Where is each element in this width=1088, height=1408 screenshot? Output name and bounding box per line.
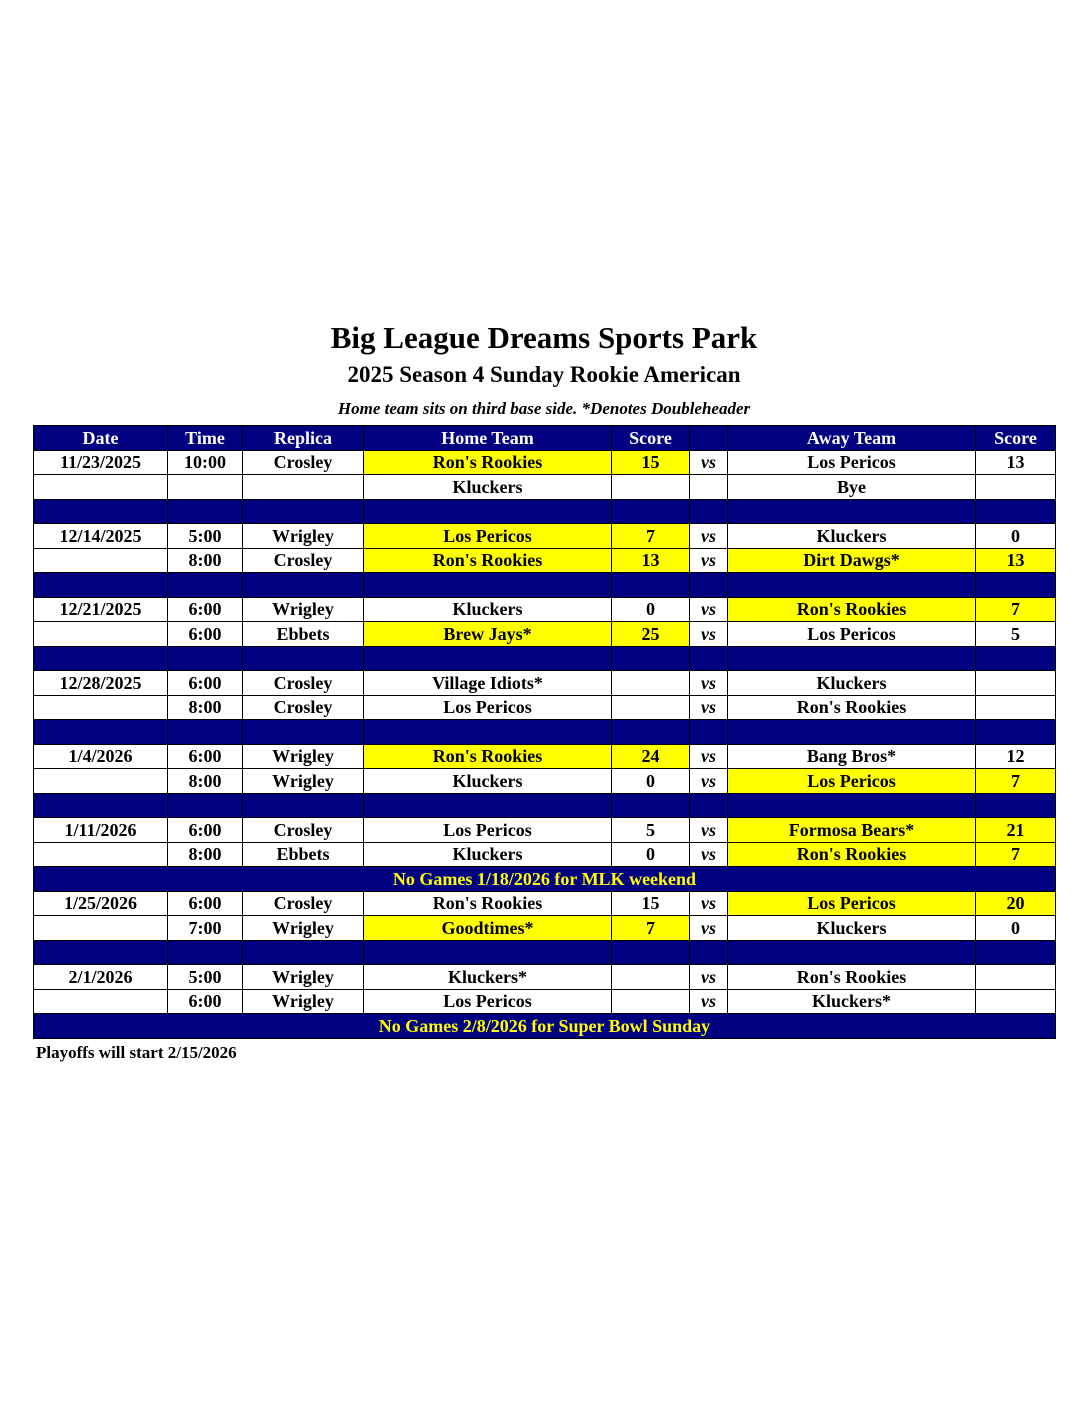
away-team-cell: Ron's Rookies: [728, 695, 976, 720]
away-team-cell: Los Pericos: [728, 891, 976, 916]
separator-cell: [690, 499, 728, 524]
away-team-cell: Ron's Rookies: [728, 597, 976, 622]
home-score-cell: [612, 671, 690, 696]
time-cell: [168, 475, 243, 500]
separator-cell: [34, 499, 168, 524]
away-team-cell: Formosa Bears*: [728, 818, 976, 843]
replica-cell: Wrigley: [243, 744, 364, 769]
away-score-cell: 0: [976, 524, 1056, 549]
header-row: [34, 426, 1056, 451]
away-score-cell: [976, 475, 1056, 500]
date-cell: [34, 842, 168, 867]
header-away-team: Away Team: [728, 426, 976, 451]
home-score-cell: 7: [612, 916, 690, 941]
game-row: [34, 524, 1056, 549]
separator-cell: [364, 499, 612, 524]
date-cell: [34, 916, 168, 941]
date-cell: [34, 622, 168, 647]
separator-cell: [243, 573, 364, 598]
page-title: Big League Dreams Sports Park: [330, 320, 758, 355]
away-score-cell: 7: [976, 597, 1056, 622]
separator-cell: [364, 940, 612, 965]
game-row: [34, 695, 1056, 720]
separator-cell: [612, 940, 690, 965]
time-cell: 6:00: [168, 989, 243, 1014]
doubleheader-note: Home team sits on third base side. *Denotes Doubleheader: [337, 399, 751, 418]
date-cell: 1/25/2026: [34, 891, 168, 916]
schedule-table: [33, 425, 1056, 1039]
replica-cell: Wrigley: [243, 524, 364, 549]
time-cell: 6:00: [168, 818, 243, 843]
vs-cell: vs: [690, 989, 728, 1014]
home-score-cell: [612, 695, 690, 720]
separator-cell: [364, 646, 612, 671]
game-row: [34, 475, 1056, 500]
date-cell: 11/23/2025: [34, 450, 168, 475]
time-cell: 6:00: [168, 891, 243, 916]
replica-cell: Crosley: [243, 671, 364, 696]
away-score-cell: 20: [976, 891, 1056, 916]
separator-cell: [976, 499, 1056, 524]
separator-cell: [690, 573, 728, 598]
separator-cell: [168, 573, 243, 598]
home-score-cell: [612, 475, 690, 500]
separator-cell: [976, 646, 1056, 671]
separator-row: [34, 720, 1056, 745]
separator-cell: [364, 793, 612, 818]
time-cell: 6:00: [168, 744, 243, 769]
separator-cell: [243, 793, 364, 818]
home-score-cell: 25: [612, 622, 690, 647]
away-team-cell: Kluckers: [728, 916, 976, 941]
away-team-cell: Bye: [728, 475, 976, 500]
away-team-cell: Kluckers: [728, 671, 976, 696]
page-subtitle: 2025 Season 4 Sunday Rookie American: [347, 362, 741, 387]
date-cell: 12/21/2025: [34, 597, 168, 622]
game-row: [34, 818, 1056, 843]
home-score-cell: 7: [612, 524, 690, 549]
away-score-cell: [976, 671, 1056, 696]
separator-cell: [728, 499, 976, 524]
replica-cell: Wrigley: [243, 965, 364, 990]
separator-cell: [612, 720, 690, 745]
time-cell: 6:00: [168, 622, 243, 647]
vs-cell: vs: [690, 524, 728, 549]
time-cell: 5:00: [168, 965, 243, 990]
separator-cell: [168, 499, 243, 524]
away-team-cell: Bang Bros*: [728, 744, 976, 769]
away-score-cell: 7: [976, 842, 1056, 867]
schedule-body: [34, 450, 1056, 1038]
separator-cell: [690, 940, 728, 965]
away-score-cell: 7: [976, 769, 1056, 794]
date-cell: 1/11/2026: [34, 818, 168, 843]
date-cell: [34, 769, 168, 794]
replica-cell: Crosley: [243, 891, 364, 916]
home-score-cell: 15: [612, 450, 690, 475]
replica-cell: Crosley: [243, 695, 364, 720]
away-score-cell: [976, 695, 1056, 720]
separator-cell: [168, 720, 243, 745]
home-team-cell: Los Pericos: [364, 989, 612, 1014]
away-score-cell: [976, 989, 1056, 1014]
separator-cell: [976, 793, 1056, 818]
header-time: Time: [168, 426, 243, 451]
home-team-cell: Los Pericos: [364, 818, 612, 843]
home-team-cell: Ron's Rookies: [364, 548, 612, 573]
home-team-cell: Kluckers: [364, 597, 612, 622]
away-score-cell: 5: [976, 622, 1056, 647]
away-score-cell: 13: [976, 450, 1056, 475]
separator-cell: [34, 646, 168, 671]
time-cell: 8:00: [168, 548, 243, 573]
replica-cell: [243, 475, 364, 500]
away-team-cell: Ron's Rookies: [728, 965, 976, 990]
date-cell: 2/1/2026: [34, 965, 168, 990]
vs-cell: vs: [690, 744, 728, 769]
no-games-banner-row: [34, 1014, 1056, 1039]
header-date: Date: [34, 426, 168, 451]
vs-cell: vs: [690, 818, 728, 843]
game-row: [34, 548, 1056, 573]
away-score-cell: 13: [976, 548, 1056, 573]
separator-cell: [364, 573, 612, 598]
separator-cell: [728, 646, 976, 671]
time-cell: 6:00: [168, 671, 243, 696]
home-score-cell: [612, 989, 690, 1014]
replica-cell: Wrigley: [243, 989, 364, 1014]
vs-cell: vs: [690, 891, 728, 916]
home-score-cell: [612, 965, 690, 990]
away-team-cell: Los Pericos: [728, 450, 976, 475]
separator-cell: [168, 646, 243, 671]
home-team-cell: Ron's Rookies: [364, 744, 612, 769]
separator-cell: [34, 573, 168, 598]
date-cell: [34, 475, 168, 500]
vs-cell: vs: [690, 548, 728, 573]
separator-row: [34, 646, 1056, 671]
away-team-cell: Ron's Rookies: [728, 842, 976, 867]
separator-cell: [728, 793, 976, 818]
separator-cell: [976, 573, 1056, 598]
replica-cell: Crosley: [243, 548, 364, 573]
vs-cell: vs: [690, 695, 728, 720]
away-team-cell: Kluckers: [728, 524, 976, 549]
home-score-cell: 13: [612, 548, 690, 573]
vs-cell: vs: [690, 769, 728, 794]
home-score-cell: 15: [612, 891, 690, 916]
game-row: [34, 744, 1056, 769]
no-games-banner: No Games 2/8/2026 for Super Bowl Sunday: [34, 1014, 1056, 1039]
separator-cell: [728, 940, 976, 965]
replica-cell: Wrigley: [243, 916, 364, 941]
playoffs-note: Playoffs will start 2/15/2026: [36, 1043, 237, 1062]
home-score-cell: 0: [612, 597, 690, 622]
separator-cell: [728, 573, 976, 598]
home-team-cell: Brew Jays*: [364, 622, 612, 647]
away-score-cell: 12: [976, 744, 1056, 769]
separator-cell: [690, 720, 728, 745]
replica-cell: Ebbets: [243, 622, 364, 647]
time-cell: 7:00: [168, 916, 243, 941]
separator-cell: [612, 793, 690, 818]
time-cell: 6:00: [168, 597, 243, 622]
home-score-cell: 0: [612, 769, 690, 794]
header-home-score: Score: [612, 426, 690, 451]
home-score-cell: 5: [612, 818, 690, 843]
game-row: [34, 891, 1056, 916]
date-cell: 12/28/2025: [34, 671, 168, 696]
time-cell: 10:00: [168, 450, 243, 475]
vs-cell: vs: [690, 671, 728, 696]
replica-cell: Wrigley: [243, 597, 364, 622]
separator-cell: [168, 940, 243, 965]
replica-cell: Crosley: [243, 818, 364, 843]
date-cell: 12/14/2025: [34, 524, 168, 549]
separator-cell: [690, 646, 728, 671]
separator-cell: [34, 793, 168, 818]
separator-cell: [976, 940, 1056, 965]
separator-cell: [243, 646, 364, 671]
away-team-cell: Dirt Dawgs*: [728, 548, 976, 573]
separator-cell: [364, 720, 612, 745]
vs-cell: vs: [690, 916, 728, 941]
separator-row: [34, 793, 1056, 818]
header-vs: [690, 426, 728, 451]
home-team-cell: Los Pericos: [364, 524, 612, 549]
home-score-cell: 0: [612, 842, 690, 867]
home-team-cell: Los Pericos: [364, 695, 612, 720]
home-team-cell: Kluckers: [364, 475, 612, 500]
home-team-cell: Village Idiots*: [364, 671, 612, 696]
home-score-cell: 24: [612, 744, 690, 769]
vs-cell: vs: [690, 965, 728, 990]
game-row: [34, 842, 1056, 867]
header-home-team: Home Team: [364, 426, 612, 451]
game-row: [34, 671, 1056, 696]
separator-row: [34, 573, 1056, 598]
separator-cell: [34, 940, 168, 965]
separator-cell: [690, 793, 728, 818]
home-team-cell: Kluckers: [364, 842, 612, 867]
time-cell: 8:00: [168, 695, 243, 720]
separator-cell: [728, 720, 976, 745]
no-games-banner: No Games 1/18/2026 for MLK weekend: [34, 867, 1056, 892]
separator-row: [34, 499, 1056, 524]
game-row: [34, 450, 1056, 475]
separator-cell: [612, 646, 690, 671]
vs-cell: vs: [690, 622, 728, 647]
header-replica: Replica: [243, 426, 364, 451]
replica-cell: Crosley: [243, 450, 364, 475]
separator-cell: [612, 573, 690, 598]
game-row: [34, 965, 1056, 990]
no-games-banner-row: [34, 867, 1056, 892]
away-team-cell: Kluckers*: [728, 989, 976, 1014]
vs-cell: vs: [690, 597, 728, 622]
date-cell: [34, 548, 168, 573]
separator-cell: [243, 499, 364, 524]
away-team-cell: Los Pericos: [728, 622, 976, 647]
separator-cell: [243, 720, 364, 745]
separator-cell: [612, 499, 690, 524]
game-row: [34, 989, 1056, 1014]
game-row: [34, 597, 1056, 622]
separator-cell: [34, 720, 168, 745]
vs-cell: vs: [690, 450, 728, 475]
time-cell: 8:00: [168, 842, 243, 867]
away-team-cell: Los Pericos: [728, 769, 976, 794]
vs-cell: vs: [690, 842, 728, 867]
time-cell: 5:00: [168, 524, 243, 549]
home-team-cell: Ron's Rookies: [364, 891, 612, 916]
separator-cell: [976, 720, 1056, 745]
replica-cell: Wrigley: [243, 769, 364, 794]
date-cell: 1/4/2026: [34, 744, 168, 769]
date-cell: [34, 989, 168, 1014]
away-score-cell: 0: [976, 916, 1056, 941]
time-cell: 8:00: [168, 769, 243, 794]
away-score-cell: [976, 965, 1056, 990]
separator-cell: [168, 793, 243, 818]
separator-cell: [243, 940, 364, 965]
game-row: [34, 916, 1056, 941]
home-team-cell: Kluckers*: [364, 965, 612, 990]
vs-cell: [690, 475, 728, 500]
game-row: [34, 622, 1056, 647]
replica-cell: Ebbets: [243, 842, 364, 867]
header-away-score: Score: [976, 426, 1056, 451]
home-team-cell: Kluckers: [364, 769, 612, 794]
away-score-cell: 21: [976, 818, 1056, 843]
home-team-cell: Ron's Rookies: [364, 450, 612, 475]
date-cell: [34, 695, 168, 720]
game-row: [34, 769, 1056, 794]
home-team-cell: Goodtimes*: [364, 916, 612, 941]
separator-row: [34, 940, 1056, 965]
